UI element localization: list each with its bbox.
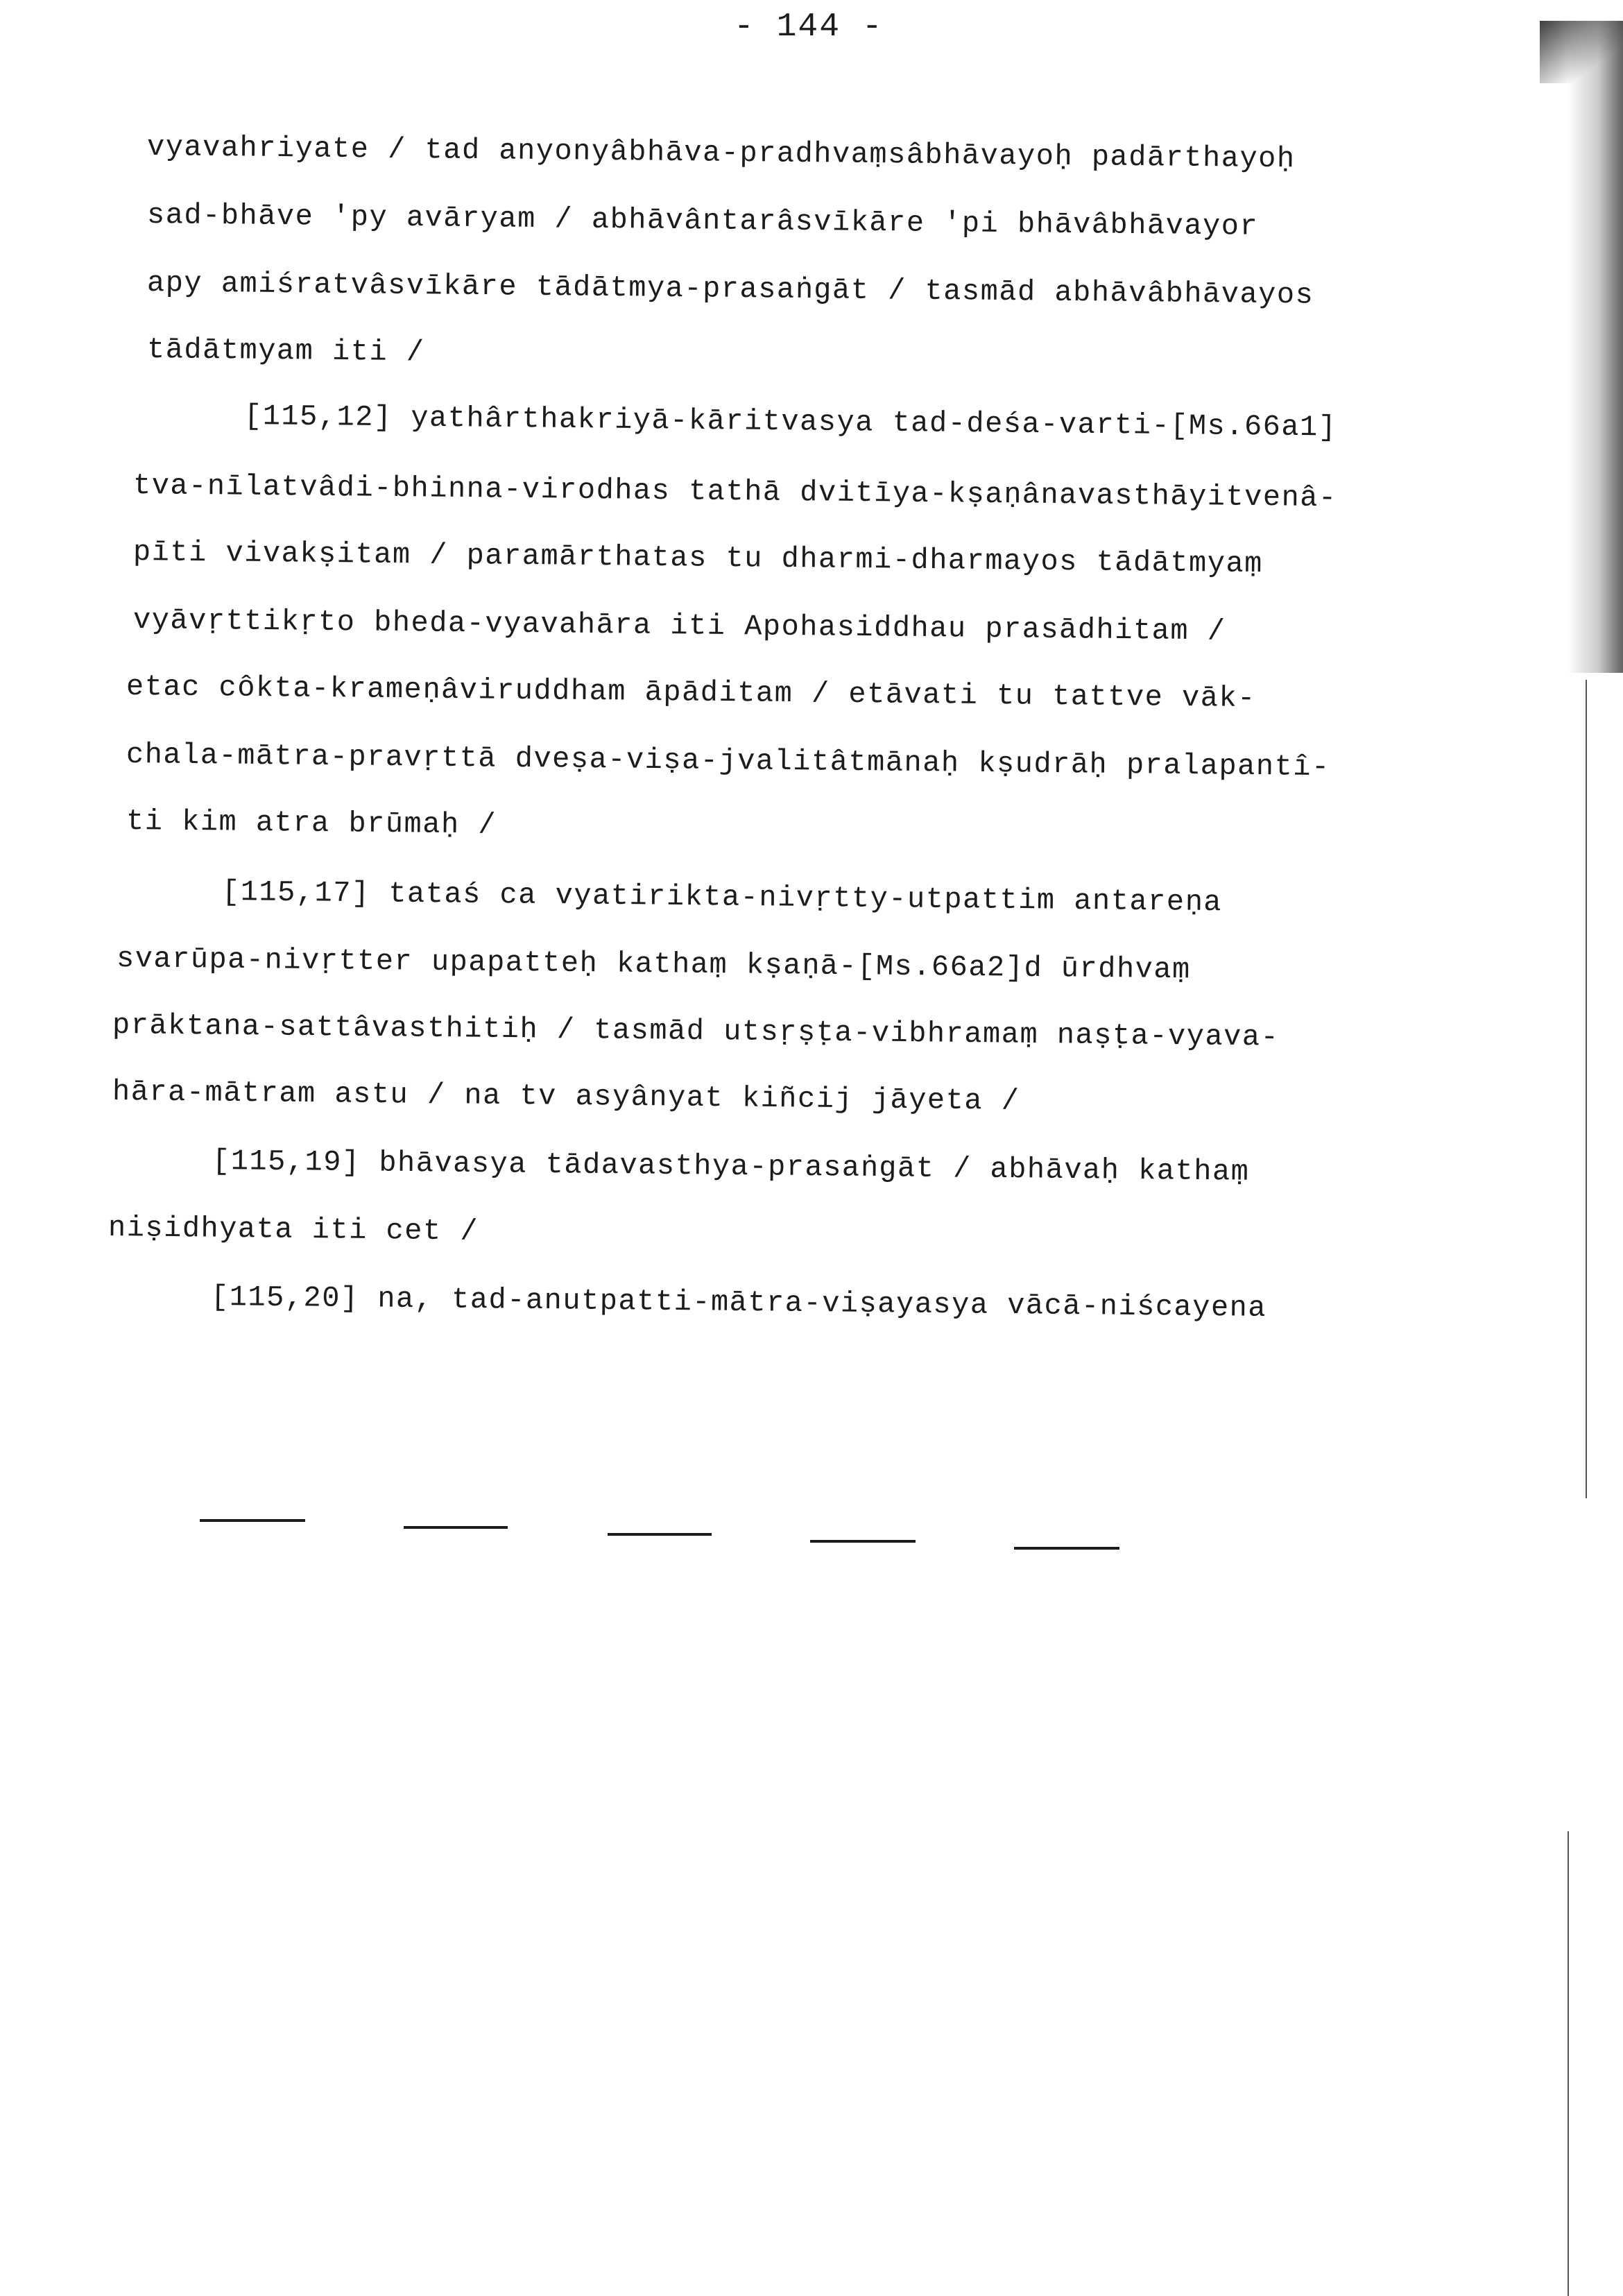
text-line: ti kim atra brūmaḥ / (126, 805, 497, 842)
text-line: [115,19] bhāvasya tādavasthya-prasaṅgāt / abhāvaḥ kathaṃ (212, 1145, 1250, 1189)
separator-dash (200, 1519, 305, 1522)
text-line: tva-nīlatvâdi-bhinna-virodhas tathā dvitīya-kṣaṇânavasthāyitvenâ- (132, 469, 1337, 515)
text-line: etac côkta-krameṇâviruddham āpāditam / etāvati tu tattve vāk- (126, 670, 1257, 716)
text-line: vyāvṛttikṛto bheda-vyavahāra iti Apohasiddhau prasādhitam / (132, 603, 1226, 649)
text-line: [115,20] na, tad-anutpatti-mātra-viṣayasya vācā-niścayena (210, 1280, 1267, 1325)
text-line: apy amiśratvâsvīkāre tādātmya-prasaṅgāt / tasmād abhāvâbhāvayos (146, 266, 1314, 312)
text-line: chala-mātra-pravṛttā dveṣa-viṣa-jvalitâtmānaḥ kṣudrāḥ pralapantî- (126, 738, 1330, 785)
text-line: pīti vivakṣitam / paramārthatas tu dharmi-dharmayos tādātmyaṃ (132, 536, 1264, 581)
separator-dash (1014, 1547, 1119, 1550)
text-line: vyavahriyate / tad anyonyâbhāva-pradhvaṃsâbhāvayoḥ padārthayoḥ (146, 130, 1296, 176)
separator-dash (404, 1526, 508, 1529)
scan-edge-shadow (1568, 21, 1623, 673)
separator-dash (810, 1540, 916, 1543)
text-line: prāktana-sattâvasthitiḥ / tasmād utsṛṣṭa-vibhramaṃ naṣṭa-vyava- (112, 1009, 1280, 1054)
text-line: tādātmyam iti / (146, 333, 425, 370)
scan-edge-line (1586, 680, 1587, 1498)
scan-edge-shadow-top (1540, 21, 1623, 83)
text-line: hāra-mātram astu / na tv asyânyat kiñcij jāyeta / (112, 1075, 1020, 1118)
page-number: - 144 - (734, 8, 884, 46)
text-line: [115,17] tataś ca vyatirikta-nivṛtty-utpattim antareṇa (221, 875, 1223, 920)
text-line: svarūpa-nivṛtter upapatteḥ kathaṃ kṣaṇā-[Ms.66a2]d ūrdhvaṃ (116, 942, 1192, 987)
text-line: sad-bhāve 'py avāryam / abhāvântarâsvīkāre 'pi bhāvâbhāvayor (146, 198, 1259, 243)
scan-edge-line (1568, 1831, 1569, 2296)
separator-dash (608, 1533, 712, 1536)
text-line: [115,12] yathârthakriyā-kāritvasya tad-deśa-varti-[Ms.66a1] (243, 400, 1337, 445)
text-line: niṣidhyata iti cet / (108, 1211, 479, 1249)
